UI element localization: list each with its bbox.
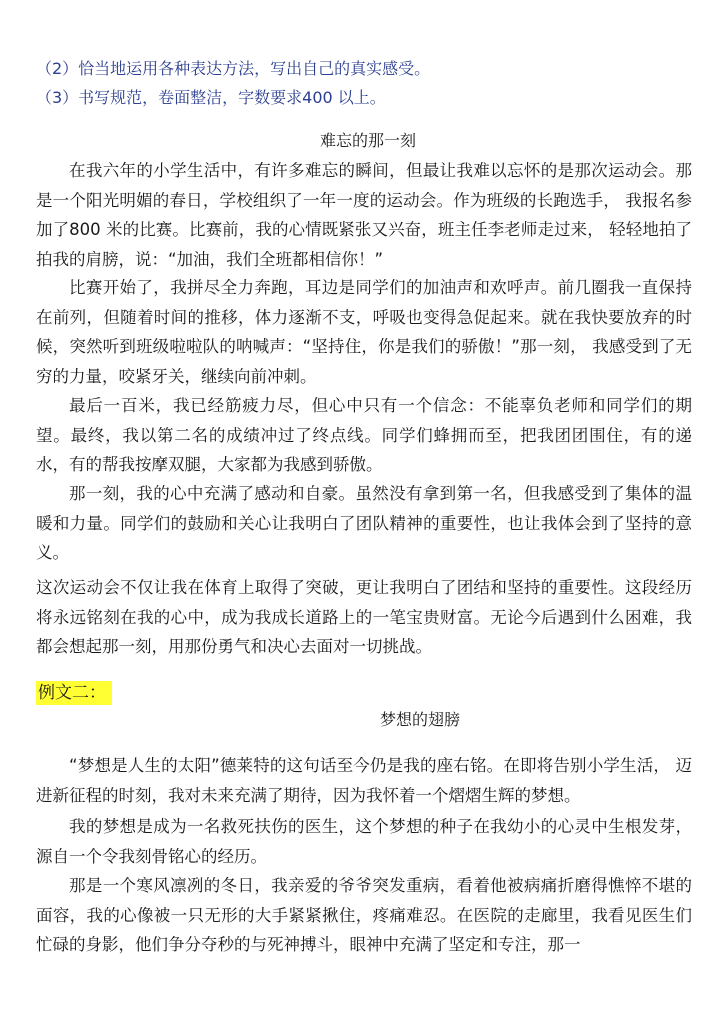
example-two-label: 例文二： bbox=[36, 681, 112, 705]
requirement-2: （2）恰当地运用各种表达方法，写出自己的真实感受。 bbox=[36, 59, 431, 78]
essay-1-conclusion: 这次运动会不仅让我在体育上取得了突破，更让我明白了团结和坚持的重要性。这段经历将永远铭刻在我的心中，成为我成长道路上的一笔宝贵财富。无论今后遇到什么困难，我都会想起那一刻，用那份勇气和决心去面对一切挑战。 bbox=[36, 578, 692, 656]
essay-2-paragraph-3: 那是一个寒风凛冽的冬日，我亲爱的爷爷突发重病，看着他被病痛折磨得憔悴不堪的面容，我的心像被一只无形的大手紧紧揪住，疼痛难忍。在医院的走廊里，我看见医生们忙碌的身影，他们争分夺秒的与死神搏斗，眼神中充满了坚定和专注，那一 bbox=[36, 876, 692, 954]
requirement-3: （3）书写规范，卷面整洁，字数要求400 以上。 bbox=[36, 88, 386, 107]
essay-2-paragraph-2: 我的梦想是成为一名救死扶伤的医生，这个梦想的种子在我幼小的心灵中生根发芽，源自一个令我刻骨铭心的经历。 bbox=[36, 817, 692, 866]
essay-1-paragraph-3: 最后一百米，我已经筋疲力尽，但心中只有一个信念：不能辜负老师和同学们的期望。最终，我以第二名的成绩冲过了终点线。同学们蜂拥而至，把我团团围住，有的递水，有的帮我按摩双腿，大家都为我感到骄傲。 bbox=[36, 396, 692, 474]
essay-1-paragraph-2: 比赛开始了，我拼尽全力奔跑，耳边是同学们的加油声和欢呼声。前几圈我一直保持在前列，但随着时间的推移，体力逐渐不支，呼吸也变得急促起来。就在我快要放弃的时候，突然听到班级啦啦队的呐喊声：“坚持住，你是我们的骄傲！”那一刻， 我感受到了无穷的力量，咬紧牙关，继续向前冲刺。 bbox=[36, 278, 692, 386]
essay-1-title: 难忘的那一刻 bbox=[320, 131, 417, 150]
essay-2-paragraph-1: “梦想是人生的太阳”德莱特的这句话至今仍是我的座右铭。在即将告别小学生活， 迈进新征程的时刻，我对未来充满了期待，因为我怀着一个熠熠生辉的梦想。 bbox=[36, 756, 692, 805]
essay-2-title: 梦想的翅膀 bbox=[380, 710, 461, 729]
essay-1-paragraph-1: 在我六年的小学生活中，有许多难忘的瞬间，但最让我难以忘怀的是那次运动会。那是一个阳光明媚的春日，学校组织了一年一度的运动会。作为班级的长跑选手， 我报名参加了800 米的比赛。比赛前，我的心情既紧张又兴奋，班主任李老师走过来， 轻轻地拍了拍我的肩膀，说：“加油，我们全班都相信你！” bbox=[36, 161, 692, 269]
essay-1-paragraph-4: 那一刻，我的心中充满了感动和自豪。虽然没有拿到第一名，但我感受到了集体的温暖和力量。同学们的鼓励和关心让我明白了团队精神的重要性，也让我体会到了坚持的意义。 bbox=[36, 484, 692, 562]
